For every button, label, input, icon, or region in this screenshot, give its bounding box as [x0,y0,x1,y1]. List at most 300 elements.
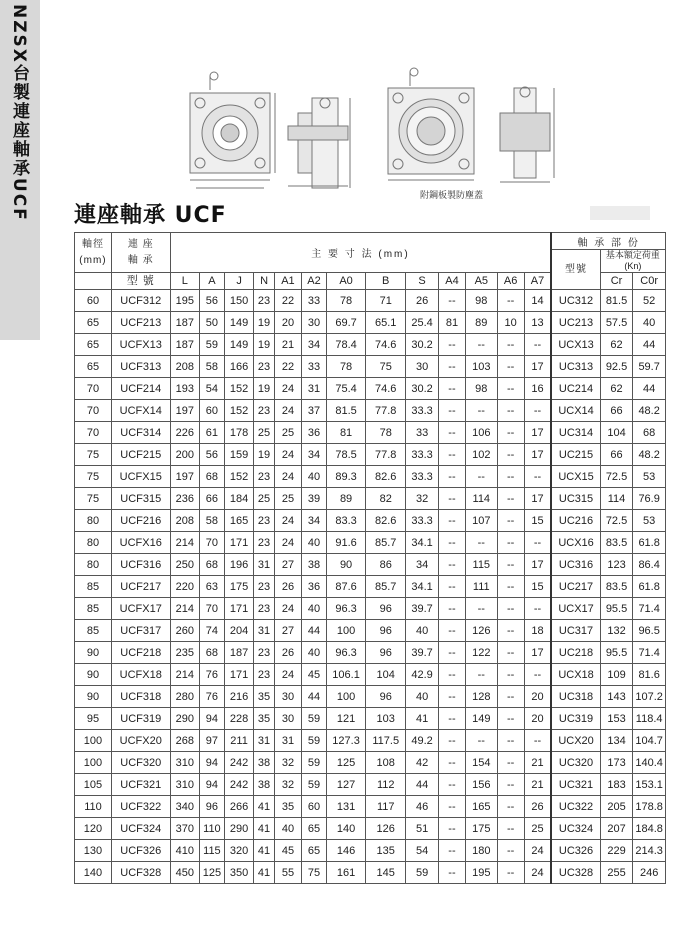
table-cell: -- [438,532,465,554]
table-cell: 27 [274,620,301,642]
table-cell: 44 [302,686,327,708]
table-cell: 23 [254,356,275,378]
table-cell: 65.1 [366,312,406,334]
table-cell: UC216 [551,510,600,532]
table-cell: UC217 [551,576,600,598]
table-cell: 125 [327,752,366,774]
table-cell: 62 [600,334,633,356]
table-cell: UCF322 [111,796,170,818]
table-cell: 62 [600,378,633,400]
table-cell: -- [497,356,524,378]
figure-caption: 附鋼板製防塵蓋 [420,191,484,201]
table-cell: 86.4 [633,554,666,576]
table-cell: UC214 [551,378,600,400]
table-cell: UCF312 [111,290,170,312]
table-cell: 21 [524,774,551,796]
table-cell: UC315 [551,488,600,510]
table-cell: 70 [199,532,224,554]
table-cell: 260 [170,620,199,642]
table-row [75,488,666,510]
table-cell: 38 [254,774,275,796]
dim-header: A [199,273,224,290]
table-cell: 121 [327,708,366,730]
table-row [75,840,666,862]
table-cell: 54 [406,840,439,862]
table-cell: 66 [600,400,633,422]
table-cell: 61 [199,422,224,444]
table-row [75,444,666,466]
table-cell: 70 [75,378,112,400]
table-cell: -- [497,444,524,466]
table-cell: 229 [600,840,633,862]
table-row [75,400,666,422]
table-cell: 17 [524,554,551,576]
table-cell: -- [524,598,551,620]
bearing-drawings-svg [170,58,590,208]
table-cell: -- [524,466,551,488]
table-cell: 126 [366,818,406,840]
table-cell: UCFX20 [111,730,170,752]
table-cell: 24 [274,532,301,554]
table-cell: UC314 [551,422,600,444]
table-cell: 72.5 [600,510,633,532]
table-cell: 74.6 [366,334,406,356]
table-cell: UCF319 [111,708,170,730]
table-cell: 171 [224,664,253,686]
table-cell: 126 [466,620,498,642]
table-cell: 26 [524,796,551,818]
table-cell: -- [438,818,465,840]
table-row [75,466,666,488]
table-cell: 410 [170,840,199,862]
table-cell: 82.6 [366,466,406,488]
table-cell: 187 [170,334,199,356]
table-cell: UCF216 [111,510,170,532]
table-cell: 214.3 [633,840,666,862]
table-cell: 39 [302,488,327,510]
table-cell: 76 [199,686,224,708]
load-rating-label: 基本額定荷重 [605,250,660,260]
table-cell: -- [438,730,465,752]
table-cell: 115 [466,554,498,576]
table-cell: 33.3 [406,444,439,466]
table-cell: 59 [302,730,327,752]
table-cell: 246 [633,862,666,884]
table-cell: 32 [274,752,301,774]
table-cell: UCF324 [111,818,170,840]
table-cell: -- [497,400,524,422]
table-cell: 16 [524,378,551,400]
table-cell: UCX20 [551,730,600,752]
specification-table [74,232,666,884]
table-cell: 173 [600,752,633,774]
table-cell: 268 [170,730,199,752]
table-cell: 250 [170,554,199,576]
table-cell: 51 [406,818,439,840]
table-cell: 23 [254,598,275,620]
table-cell: 77.8 [366,400,406,422]
dimensions-group-header: 主 要 寸 法 (mm) [170,233,551,273]
table-cell: 56 [199,290,224,312]
table-cell: 107.2 [633,686,666,708]
dim-header: A6 [497,273,524,290]
table-cell: 66 [199,488,224,510]
dim-header: J [224,273,253,290]
dim-header: S [406,273,439,290]
table-cell: 31 [274,730,301,752]
table-cell: 91.6 [327,532,366,554]
table-cell: -- [497,620,524,642]
table-cell: 53 [633,466,666,488]
table-cell: 24 [274,598,301,620]
table-cell: 100 [75,752,112,774]
table-cell: 34 [302,444,327,466]
table-cell: 60 [302,796,327,818]
table-cell: 90 [327,554,366,576]
table-cell: 83.5 [600,532,633,554]
table-cell: 41 [254,862,275,884]
table-cell: 23 [254,664,275,686]
table-cell: 30 [274,708,301,730]
table-cell: 24 [274,466,301,488]
table-cell: 94 [199,708,224,730]
table-cell: -- [438,554,465,576]
table-cell: -- [497,422,524,444]
table-row [75,796,666,818]
table-cell: 128 [466,686,498,708]
table-cell: 23 [254,510,275,532]
table-cell: 207 [600,818,633,840]
table-cell: 76.9 [633,488,666,510]
table-cell: 125 [199,862,224,884]
table-row [75,554,666,576]
table-cell: 60 [199,400,224,422]
table-cell: -- [497,510,524,532]
table-cell: 24 [274,378,301,400]
table-cell: UC318 [551,686,600,708]
table-cell: 104 [600,422,633,444]
table-cell: 39.7 [406,642,439,664]
table-cell: 96.3 [327,642,366,664]
table-cell: 40 [633,312,666,334]
table-cell: 81 [327,422,366,444]
table-cell: -- [438,840,465,862]
table-cell: 23 [254,532,275,554]
table-cell: -- [466,466,498,488]
table-cell: 205 [600,796,633,818]
table-cell: 214 [170,664,199,686]
table-cell: 53 [633,510,666,532]
table-cell: 153 [600,708,633,730]
table-cell: 30 [274,686,301,708]
table-cell: 140 [327,818,366,840]
table-cell: 75 [366,356,406,378]
table-cell: 42 [406,752,439,774]
table-cell: -- [438,466,465,488]
table-cell: -- [497,730,524,752]
table-cell: 102 [466,444,498,466]
table-cell: -- [438,378,465,400]
table-row [75,312,666,334]
table-cell: -- [524,334,551,356]
table-cell: 111 [466,576,498,598]
dim-header: A5 [466,273,498,290]
table-cell: 290 [170,708,199,730]
table-cell: -- [497,752,524,774]
table-cell: 38 [254,752,275,774]
table-cell: 310 [170,752,199,774]
table-cell: UCX13 [551,334,600,356]
table-cell: 178 [224,422,253,444]
table-cell: UC317 [551,620,600,642]
table-cell: 18 [524,620,551,642]
dim-header: A0 [327,273,366,290]
table-cell: 117 [366,796,406,818]
table-cell: 10 [497,312,524,334]
table-cell: 96 [199,796,224,818]
table-cell: -- [438,444,465,466]
table-cell: 34.1 [406,532,439,554]
table-cell: 35 [254,686,275,708]
table-cell: 65 [302,840,327,862]
table-cell: 30.2 [406,334,439,356]
table-cell: 26 [406,290,439,312]
table-cell: 19 [254,312,275,334]
table-cell: 33 [302,290,327,312]
table-cell: 143 [600,686,633,708]
table-cell: 70 [75,422,112,444]
table-row [75,510,666,532]
table-cell: 25 [254,422,275,444]
table-cell: 211 [224,730,253,752]
table-cell: -- [438,642,465,664]
table-row [75,752,666,774]
table-cell: 41 [254,796,275,818]
table-row [75,818,666,840]
table-cell: -- [497,796,524,818]
table-cell: 208 [170,356,199,378]
table-cell: 40 [274,818,301,840]
table-cell: 65 [75,334,112,356]
table-cell: UCX18 [551,664,600,686]
table-cell: -- [438,708,465,730]
table-cell: 61.8 [633,532,666,554]
table-cell: 58 [199,510,224,532]
table-cell: 30.2 [406,378,439,400]
table-cell: 80 [75,510,112,532]
table-cell: 21 [524,752,551,774]
table-cell: 24 [274,400,301,422]
table-cell: 52 [633,290,666,312]
side-view-drawing-1 [288,98,350,188]
side-view-drawing-2 [500,87,554,182]
table-cell: UCF315 [111,488,170,510]
table-cell: 255 [600,862,633,884]
table-cell: 40 [406,686,439,708]
table-cell: -- [497,664,524,686]
table-cell: -- [524,730,551,752]
table-cell: -- [438,620,465,642]
table-cell: 108 [366,752,406,774]
bearing-group-header: 軸 承 部 份 [551,233,665,250]
table-cell: UCF318 [111,686,170,708]
table-cell: 24 [274,444,301,466]
table-cell: -- [497,642,524,664]
table-cell: 59 [199,334,224,356]
table-cell: 165 [466,796,498,818]
table-cell: 150 [224,290,253,312]
table-cell: 59.7 [633,356,666,378]
table-cell: UCF328 [111,862,170,884]
table-cell: 33.3 [406,400,439,422]
table-cell: 78.4 [327,334,366,356]
table-cell: 98 [466,290,498,312]
table-cell: 41 [254,840,275,862]
table-cell: 96 [366,620,406,642]
bearing-model-header: 型號 [551,250,600,290]
table-cell: 24 [274,510,301,532]
table-cell: -- [438,862,465,884]
table-cell: 89 [466,312,498,334]
front-view-drawing-2 [388,68,474,180]
table-cell: 36 [302,422,327,444]
table-cell: 31 [302,378,327,400]
table-cell: 13 [524,312,551,334]
table-cell: 81.6 [633,664,666,686]
table-cell: UCF321 [111,774,170,796]
table-cell: 90 [75,686,112,708]
table-cell: 85.7 [366,532,406,554]
table-cell: UCF218 [111,642,170,664]
table-cell: 72.5 [600,466,633,488]
table-cell: 34 [302,510,327,532]
table-cell: 48.2 [633,444,666,466]
table-cell: 228 [224,708,253,730]
table-cell: 152 [224,466,253,488]
table-cell: 149 [224,312,253,334]
table-cell: UCF320 [111,752,170,774]
table-cell: 149 [224,334,253,356]
table-cell: 61.8 [633,576,666,598]
table-cell: UCFX18 [111,664,170,686]
table-cell: 266 [224,796,253,818]
table-cell: 68 [199,554,224,576]
table-cell: 59 [302,774,327,796]
table-cell: 77.8 [366,444,406,466]
table-row [75,642,666,664]
table-cell: 85 [75,620,112,642]
table-cell: -- [438,796,465,818]
table-cell: 14 [524,290,551,312]
table-cell: 30 [302,312,327,334]
dim-header: L [170,273,199,290]
table-cell: 44 [633,334,666,356]
table-cell: UCF213 [111,312,170,334]
table-row [75,290,666,312]
table-cell: 25 [524,818,551,840]
table-cell: 59 [406,862,439,884]
table-cell: UCF326 [111,840,170,862]
table-cell: 19 [254,444,275,466]
table-row [75,576,666,598]
load-rating-header [600,250,665,273]
table-cell: 152 [224,378,253,400]
table-cell: 89 [327,488,366,510]
table-cell: -- [497,488,524,510]
table-cell: UCX17 [551,598,600,620]
table-cell: 25.4 [406,312,439,334]
table-cell: 180 [466,840,498,862]
table-cell: 216 [224,686,253,708]
table-cell: UC213 [551,312,600,334]
designation-header [111,233,170,273]
table-cell: 81.5 [600,290,633,312]
table-cell: 154 [466,752,498,774]
table-cell: 242 [224,752,253,774]
table-cell: -- [497,708,524,730]
table-cell: 35 [254,708,275,730]
table-cell: 60 [75,290,112,312]
table-cell: UCF316 [111,554,170,576]
table-cell: 40 [302,642,327,664]
table-cell: 26 [274,576,301,598]
table-cell: 76 [199,664,224,686]
table-cell: UC322 [551,796,600,818]
table-cell: 166 [224,356,253,378]
table-cell: 183 [600,774,633,796]
table-cell: 55 [274,862,301,884]
table-cell: 71.4 [633,598,666,620]
table-cell: 200 [170,444,199,466]
table-cell: 74 [199,620,224,642]
table-cell: 75 [302,862,327,884]
table-cell: 41 [254,818,275,840]
table-row [75,356,666,378]
table-cell: 83.3 [327,510,366,532]
table-row [75,730,666,752]
table-cell: 65 [75,356,112,378]
table-cell: 58 [199,356,224,378]
table-cell: 96.5 [633,620,666,642]
table-cell: 19 [254,378,275,400]
table-cell: 97 [199,730,224,752]
table-cell: 33 [406,422,439,444]
table-cell: 340 [170,796,199,818]
table-cell: 187 [224,642,253,664]
table-cell: 161 [327,862,366,884]
table-cell: 236 [170,488,199,510]
table-cell: 17 [524,422,551,444]
table-cell: 106 [466,422,498,444]
table-cell: 107 [466,510,498,532]
dim-header: A7 [524,273,551,290]
table-cell: -- [497,818,524,840]
table-cell: 78.5 [327,444,366,466]
table-cell: 96 [366,686,406,708]
dim-header: A1 [274,273,301,290]
table-cell: 34.1 [406,576,439,598]
table-cell: 46 [406,796,439,818]
table-cell: 83.5 [600,576,633,598]
table-cell: 118.4 [633,708,666,730]
table-cell: 110 [75,796,112,818]
table-cell: -- [466,334,498,356]
table-cell: -- [466,730,498,752]
table-cell: 23 [254,642,275,664]
table-cell: UC319 [551,708,600,730]
table-cell: UCFX17 [111,598,170,620]
table-cell: -- [497,554,524,576]
